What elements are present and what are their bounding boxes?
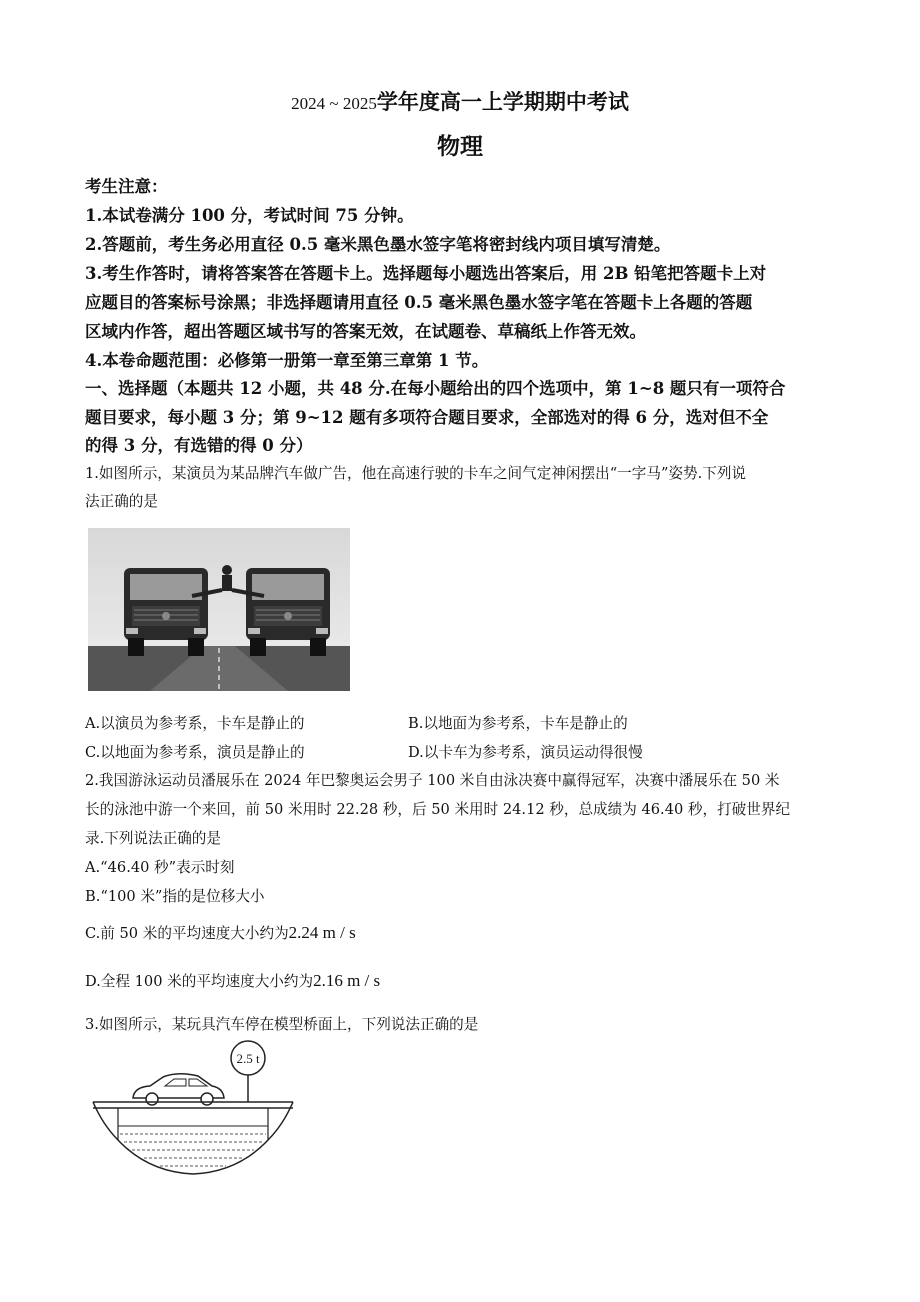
notice-item-3-line-1: 3.考生作答时，请将答案答在答题卡上。选择题每小题选出答案后，用 2B 铅笔把答题卡上对 [85, 264, 767, 283]
trucks-photo [88, 528, 350, 691]
q2-stem-line-2: 长的泳池中游一个来回，前 50 米用时 22.28 秒，后 50 米用时 24.12 秒，总成绩为 46.40 秒，打破世界纪 [85, 801, 791, 818]
q1-stem-line-2: 法正确的是 [85, 493, 158, 510]
q2-option-c-value: 2.24 m / s [288, 923, 356, 942]
exam-title [0, 86, 920, 116]
q2-option-b: B.“100 米”指的是位移大小 [85, 888, 265, 905]
notice-item-3-line-2: 应题目的答案标号涂黑；非选择题请用直径 0.5 毫米黑色墨水签字笔在答题卡上各题的答题 [85, 293, 753, 312]
q1-option-a: A.以演员为参考系，卡车是静止的 [85, 715, 305, 732]
q2-option-d [85, 970, 380, 991]
q2-stem-line-1: 2.我国游泳运动员潘展乐在 2024 年巴黎奥运会男子 100 米自由泳决赛中赢得冠军，决赛中潘展乐在 50 米 [85, 772, 780, 789]
exam-title-text: 学年度高一上学期期中考试 [376, 89, 629, 114]
q2-option-d-value: 2.16 m / s [313, 971, 381, 990]
section-1-line-3: 的得 3 分，有选错的得 0 分） [85, 436, 313, 455]
q1-stem-line-1: 1.如图所示，某演员为某品牌汽车做广告，他在高速行驶的卡车之间气定神闲摆出“一字马”姿势.下列说 [85, 465, 747, 482]
q3-stem: 3.如图所示，某玩具汽车停在模型桥面上，下列说法正确的是 [85, 1016, 479, 1033]
weight-limit-sign-label: 2.5 t [236, 1051, 260, 1066]
subject-title: 物理 [437, 133, 483, 160]
q1-option-b: B.以地面为参考系，卡车是静止的 [408, 715, 628, 732]
q2-option-c [85, 922, 356, 943]
q2-option-a: A.“46.40 秒”表示时刻 [85, 859, 235, 876]
section-1-line-1: 一、选择题（本题共 12 小题，共 48 分.在每小题给出的四个选项中，第 1~8 题只有一项符合 [85, 379, 786, 398]
section-1-line-2: 题目要求，每小题 3 分；第 9~12 题有多项符合题目要求，全部选对的得 6 分，选对但不全 [85, 408, 769, 427]
q2-option-c-text: C.前 50 米的平均速度大小约为 [85, 925, 289, 942]
q2-stem-line-3: 录.下列说法正确的是 [85, 830, 221, 847]
notice-item-2: 2.答题前，考生务必用直径 0.5 毫米黑色墨水签字笔将密封线内项目填写清楚。 [85, 235, 671, 254]
notice-item-4: 4.本卷命题范围：必修第一册第一章至第三章第 1 节。 [85, 351, 489, 370]
q1-option-d: D.以卡车为参考系，演员运动得很慢 [408, 744, 643, 761]
bridge-diagram [88, 1040, 298, 1180]
notice-item-1: 1.本试卷满分 100 分，考试时间 75 分钟。 [85, 206, 414, 225]
notice-item-3-line-3: 区域内作答，超出答题区域书写的答案无效，在试题卷、草稿纸上作答无效。 [85, 322, 646, 341]
q1-option-c: C.以地面为参考系，演员是静止的 [85, 744, 305, 761]
q2-option-d-text: D.全程 100 米的平均速度大小约为 [85, 973, 314, 990]
exam-year: 2024 ~ 2025 [291, 94, 377, 113]
notice-heading: 考生注意： [85, 177, 168, 196]
